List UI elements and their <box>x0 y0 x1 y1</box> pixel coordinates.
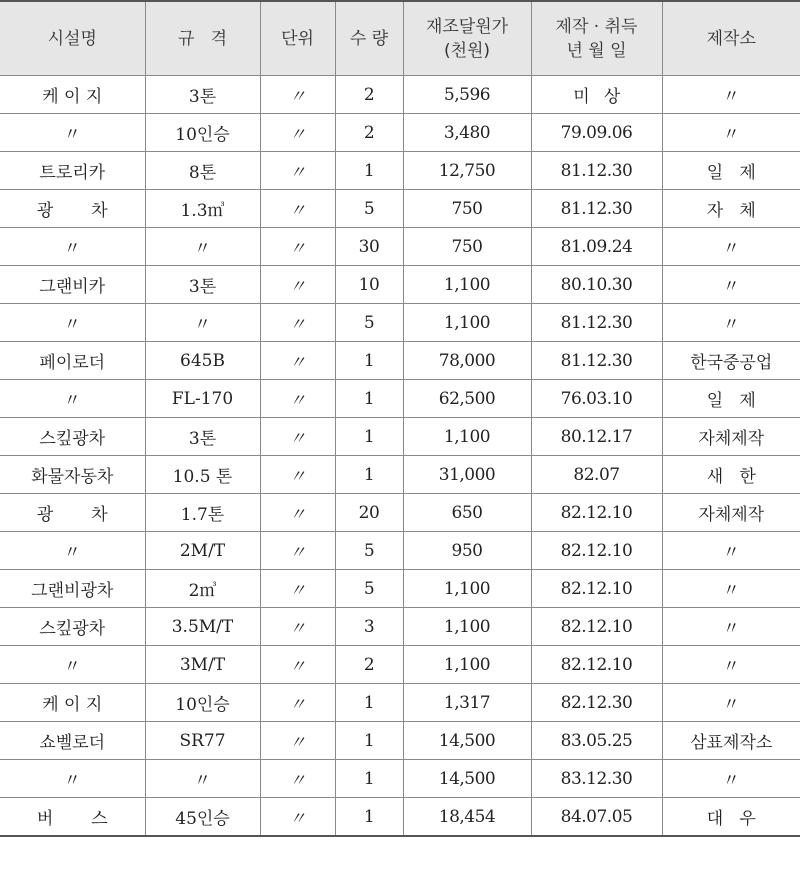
cell-qty: 10 <box>335 266 403 304</box>
cell-qty: 2 <box>335 646 403 684</box>
cell-maker: 〃 <box>662 266 800 304</box>
cell-name: 그랜비카 <box>0 266 145 304</box>
cell-spec: 3톤 <box>145 76 260 114</box>
cell-unit: 〃 <box>260 760 335 798</box>
cell-price: 750 <box>403 190 531 228</box>
header-date-line2: 년 월 일 <box>566 40 627 61</box>
cell-unit: 〃 <box>260 228 335 266</box>
cell-name: 광 차 <box>0 494 145 532</box>
cell-price: 1,100 <box>403 266 531 304</box>
header-maker: 제작소 <box>662 1 800 76</box>
cell-price: 62,500 <box>403 380 531 418</box>
cell-date: 82.12.10 <box>531 608 662 646</box>
cell-qty: 1 <box>335 152 403 190</box>
cell-name: 스킾광차 <box>0 608 145 646</box>
cell-spec: 1.7톤 <box>145 494 260 532</box>
cell-spec: 10.5 톤 <box>145 456 260 494</box>
cell-unit: 〃 <box>260 380 335 418</box>
cell-date: 80.12.17 <box>531 418 662 456</box>
cell-date: 82.12.10 <box>531 532 662 570</box>
cell-maker: 〃 <box>662 608 800 646</box>
cell-date: 80.10.30 <box>531 266 662 304</box>
cell-unit: 〃 <box>260 114 335 152</box>
cell-price: 650 <box>403 494 531 532</box>
table-row <box>0 114 800 152</box>
cell-qty: 2 <box>335 76 403 114</box>
cell-unit: 〃 <box>260 646 335 684</box>
cell-date: 84.07.05 <box>531 798 662 837</box>
cell-qty: 1 <box>335 798 403 837</box>
table-row <box>0 646 800 684</box>
table-header <box>0 1 800 76</box>
cell-price: 1,100 <box>403 418 531 456</box>
cell-maker: 〃 <box>662 76 800 114</box>
cell-qty: 1 <box>335 456 403 494</box>
cell-maker: 한국중공업 <box>662 342 800 380</box>
header-row <box>0 1 800 76</box>
cell-unit: 〃 <box>260 304 335 342</box>
cell-maker: 〃 <box>662 532 800 570</box>
table-row <box>0 266 800 304</box>
cell-maker: 〃 <box>662 684 800 722</box>
cell-name: 버 스 <box>0 798 145 837</box>
table-row <box>0 380 800 418</box>
cell-spec: 3.5M/T <box>145 608 260 646</box>
cell-unit: 〃 <box>260 494 335 532</box>
table-row <box>0 456 800 494</box>
table-row <box>0 722 800 760</box>
cell-date: 82.07 <box>531 456 662 494</box>
cell-date: 82.12.10 <box>531 646 662 684</box>
cell-unit: 〃 <box>260 456 335 494</box>
cell-price: 1,100 <box>403 304 531 342</box>
table-row <box>0 76 800 114</box>
cell-unit: 〃 <box>260 76 335 114</box>
cell-date: 83.12.30 <box>531 760 662 798</box>
cell-maker: 자 체 <box>662 190 800 228</box>
cell-maker: 대 우 <box>662 798 800 837</box>
cell-date: 82.12.10 <box>531 494 662 532</box>
cell-date: 83.05.25 <box>531 722 662 760</box>
cell-name: 스킾광차 <box>0 418 145 456</box>
cell-date: 82.12.10 <box>531 570 662 608</box>
cell-name: 페이로더 <box>0 342 145 380</box>
cell-name: 〃 <box>0 304 145 342</box>
cell-qty: 3 <box>335 608 403 646</box>
cell-name: 〃 <box>0 646 145 684</box>
cell-maker: 〃 <box>662 114 800 152</box>
header-date <box>531 1 662 76</box>
cell-name: 〃 <box>0 532 145 570</box>
cell-maker: 자체제작 <box>662 418 800 456</box>
cell-price: 5,596 <box>403 76 531 114</box>
header-date-line1: 제작 · 취득 <box>555 16 638 37</box>
cell-spec: 3톤 <box>145 266 260 304</box>
cell-spec: 45인승 <box>145 798 260 837</box>
cell-unit: 〃 <box>260 532 335 570</box>
cell-qty: 1 <box>335 418 403 456</box>
table-row <box>0 570 800 608</box>
cell-price: 78,000 <box>403 342 531 380</box>
cell-name: 트로리카 <box>0 152 145 190</box>
cell-maker: 자체제작 <box>662 494 800 532</box>
cell-spec: 1.3㎥ <box>145 190 260 228</box>
cell-name: 〃 <box>0 760 145 798</box>
cell-qty: 5 <box>335 304 403 342</box>
table-row <box>0 418 800 456</box>
cell-unit: 〃 <box>260 798 335 837</box>
cell-qty: 5 <box>335 532 403 570</box>
cell-date: 81.12.30 <box>531 152 662 190</box>
cell-date: 82.12.30 <box>531 684 662 722</box>
cell-spec: 645B <box>145 342 260 380</box>
table-row <box>0 190 800 228</box>
cell-spec: 〃 <box>145 304 260 342</box>
header-price-line2: (천원) <box>443 40 491 61</box>
table-row <box>0 494 800 532</box>
cell-price: 1,100 <box>403 608 531 646</box>
cell-qty: 1 <box>335 684 403 722</box>
cell-spec: 〃 <box>145 228 260 266</box>
cell-unit: 〃 <box>260 684 335 722</box>
cell-qty: 2 <box>335 114 403 152</box>
cell-spec: 10인승 <box>145 684 260 722</box>
header-price <box>403 1 531 76</box>
cell-date: 81.12.30 <box>531 304 662 342</box>
cell-price: 31,000 <box>403 456 531 494</box>
cell-date: 81.09.24 <box>531 228 662 266</box>
cell-price: 3,480 <box>403 114 531 152</box>
cell-maker: 일 제 <box>662 152 800 190</box>
cell-spec: 3M/T <box>145 646 260 684</box>
cell-name: 〃 <box>0 228 145 266</box>
cell-qty: 1 <box>335 380 403 418</box>
header-price-line1: 재조달원가 <box>425 16 509 37</box>
cell-spec: 10인승 <box>145 114 260 152</box>
cell-unit: 〃 <box>260 608 335 646</box>
header-name: 시설명 <box>0 1 145 76</box>
cell-name: 그랜비광차 <box>0 570 145 608</box>
cell-name: 광 차 <box>0 190 145 228</box>
cell-unit: 〃 <box>260 190 335 228</box>
cell-price: 1,100 <box>403 570 531 608</box>
table-row <box>0 342 800 380</box>
cell-date: 미 상 <box>531 76 662 114</box>
cell-qty: 5 <box>335 190 403 228</box>
table-body <box>0 76 800 837</box>
cell-unit: 〃 <box>260 722 335 760</box>
cell-qty: 20 <box>335 494 403 532</box>
cell-date: 76.03.10 <box>531 380 662 418</box>
cell-maker: 〃 <box>662 760 800 798</box>
cell-spec: 2㎥ <box>145 570 260 608</box>
cell-name: 케 이 지 <box>0 684 145 722</box>
cell-unit: 〃 <box>260 342 335 380</box>
cell-spec: 8톤 <box>145 152 260 190</box>
cell-unit: 〃 <box>260 570 335 608</box>
cell-qty: 30 <box>335 228 403 266</box>
cell-price: 1,100 <box>403 646 531 684</box>
cell-price: 1,317 <box>403 684 531 722</box>
cell-spec: FL-170 <box>145 380 260 418</box>
cell-price: 14,500 <box>403 760 531 798</box>
table-row <box>0 304 800 342</box>
table-row <box>0 152 800 190</box>
cell-unit: 〃 <box>260 266 335 304</box>
cell-maker: 일 제 <box>662 380 800 418</box>
cell-price: 950 <box>403 532 531 570</box>
cell-qty: 1 <box>335 342 403 380</box>
header-unit: 단위 <box>260 1 335 76</box>
header-spec: 규 격 <box>145 1 260 76</box>
cell-maker: 삼표제작소 <box>662 722 800 760</box>
cell-unit: 〃 <box>260 418 335 456</box>
cell-name: 케 이 지 <box>0 76 145 114</box>
cell-date: 81.12.30 <box>531 190 662 228</box>
table-row <box>0 228 800 266</box>
cell-name: 〃 <box>0 114 145 152</box>
table-row <box>0 798 800 837</box>
cell-spec: 〃 <box>145 760 260 798</box>
cell-maker: 〃 <box>662 570 800 608</box>
cell-price: 14,500 <box>403 722 531 760</box>
cell-maker: 〃 <box>662 646 800 684</box>
table-row <box>0 760 800 798</box>
table-row <box>0 684 800 722</box>
cell-qty: 1 <box>335 760 403 798</box>
cell-unit: 〃 <box>260 152 335 190</box>
cell-spec: SR77 <box>145 722 260 760</box>
cell-maker: 〃 <box>662 228 800 266</box>
cell-maker: 〃 <box>662 304 800 342</box>
cell-name: 화물자동차 <box>0 456 145 494</box>
cell-price: 18,454 <box>403 798 531 837</box>
cell-qty: 5 <box>335 570 403 608</box>
cell-spec: 2M/T <box>145 532 260 570</box>
header-qty: 수 량 <box>335 1 403 76</box>
table-row <box>0 608 800 646</box>
cell-qty: 1 <box>335 722 403 760</box>
cell-name: 쇼벨로더 <box>0 722 145 760</box>
cell-price: 750 <box>403 228 531 266</box>
table-row <box>0 532 800 570</box>
cell-date: 79.09.06 <box>531 114 662 152</box>
cell-name: 〃 <box>0 380 145 418</box>
cell-date: 81.12.30 <box>531 342 662 380</box>
cell-maker: 새 한 <box>662 456 800 494</box>
cell-price: 12,750 <box>403 152 531 190</box>
cell-spec: 3톤 <box>145 418 260 456</box>
